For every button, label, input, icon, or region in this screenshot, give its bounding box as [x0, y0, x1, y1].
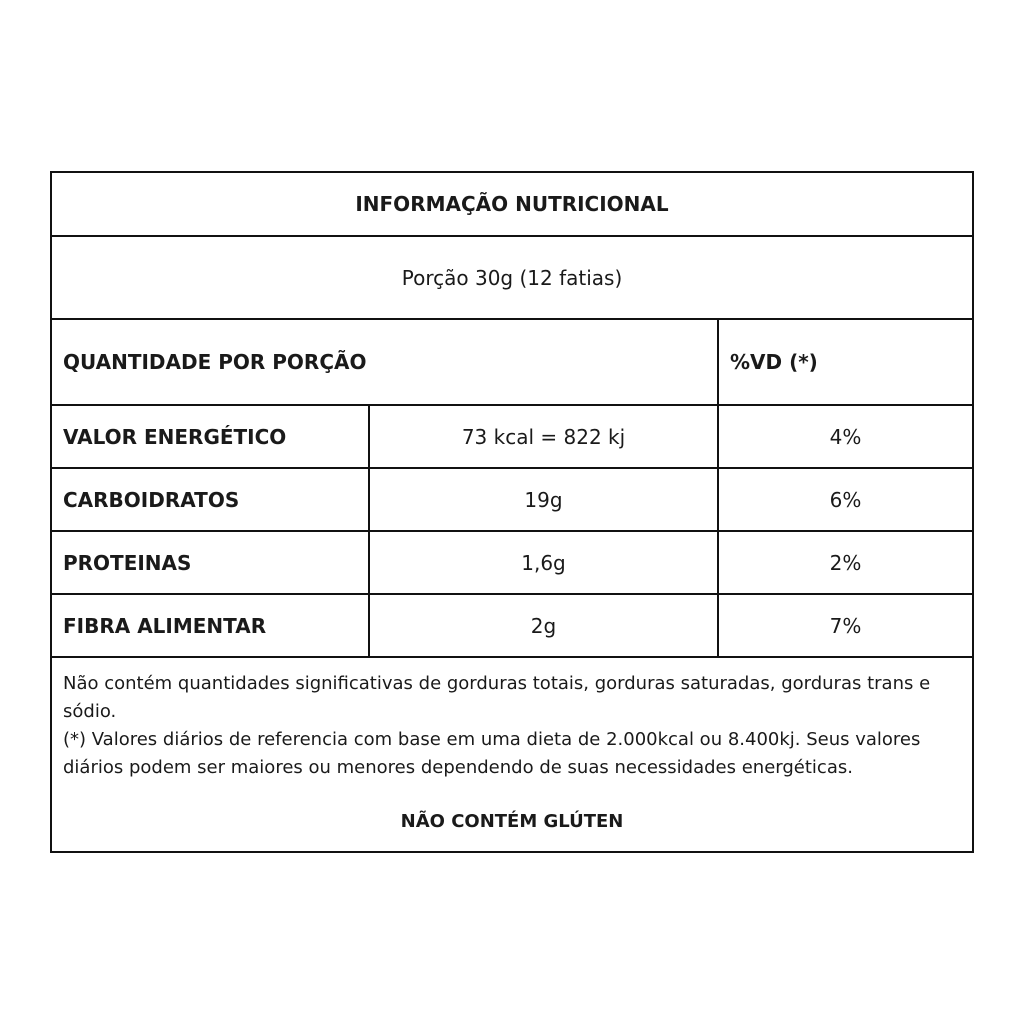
nutrient-daily-value: 7%	[717, 595, 972, 656]
table-row	[52, 469, 972, 532]
nutrition-facts-table	[50, 171, 974, 853]
column-header-row	[52, 320, 972, 406]
title-row	[52, 173, 972, 237]
nutrient-amount: 2g	[368, 595, 717, 656]
table-row	[52, 595, 972, 658]
nutrient-daily-value: 2%	[717, 532, 972, 593]
daily-value-header: %VD (*)	[717, 320, 972, 404]
nutrient-name: FIBRA ALIMENTAR	[63, 613, 267, 638]
portion-size: Porção 30g (12 fatias)	[401, 265, 623, 290]
nutrient-daily-value: 4%	[717, 406, 972, 467]
portion-row	[52, 237, 972, 320]
nutrient-name: VALOR ENERGÉTICO	[63, 424, 287, 449]
table-title: INFORMAÇÃO NUTRICIONAL	[355, 192, 669, 216]
table-row	[52, 406, 972, 469]
quantity-per-portion-header: QUANTIDADE POR PORÇÃO	[63, 350, 367, 374]
nutrient-name: PROTEINAS	[63, 550, 192, 575]
gluten-free-notice: NÃO CONTÉM GLÚTEN	[400, 811, 624, 832]
daily-value-note: (*) Valores diários de referencia com base em uma dieta de 2.000kcal ou 8.400kj. Seus valores diários podem ser maiores ou menores dependendo de suas necessidades energéticas.	[63, 729, 921, 778]
table-row	[52, 532, 972, 595]
fat-sodium-note: Não contém quantidades significativas de gorduras totais, gorduras saturadas, gorduras trans e sódio.	[63, 673, 931, 722]
footnotes	[63, 670, 963, 782]
nutrient-amount: 19g	[368, 469, 717, 530]
nutrient-name: CARBOIDRATOS	[63, 487, 240, 512]
nutrient-amount: 1,6g	[368, 532, 717, 593]
nutrient-amount: 73 kcal = 822 kj	[368, 406, 717, 467]
nutrient-daily-value: 6%	[717, 469, 972, 530]
